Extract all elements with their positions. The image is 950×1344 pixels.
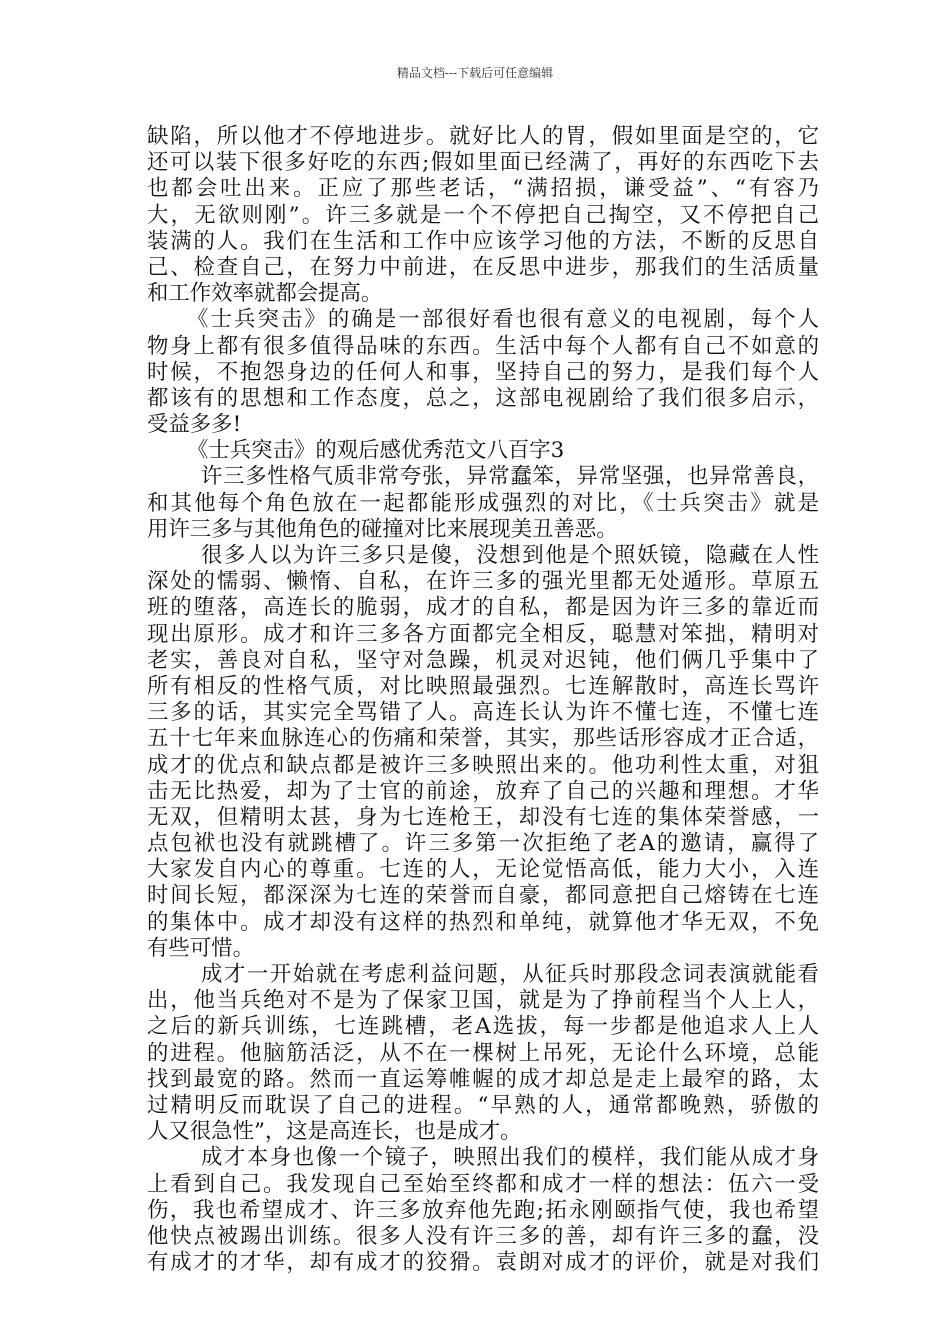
text-line: 大家发自内心的尊重。七连的人，无论觉悟高低，能力大小，入连: [147, 857, 819, 883]
text-line: 和工作效率就都会提高。: [147, 281, 383, 307]
text-line: 时间长短，都深深为七连的荣誉而自豪，都同意把自己熔铸在七连: [147, 883, 819, 909]
text-line: 点包袱也没有就跳槽了。许三多第一次拒绝了老A的邀请，赢得了: [147, 831, 819, 857]
text-line: 出，他当兵绝对不是为了保家卫国，就是为了挣前程当个人上人，: [147, 988, 819, 1014]
text-line: 有些可惜。: [147, 935, 254, 961]
text-line: 缺陷，所以他才不停地进步。就好比人的胃，假如里面是空的，它: [147, 124, 819, 149]
text-line: 找到最宽的路。然而一直运筹帷幄的成才却总是走上最窄的路，太: [147, 1066, 819, 1092]
text-line: 都该有的思想和工作态度，总之，这部电视剧给了我们很多启示，: [147, 385, 819, 411]
text-line: 成才本身也像一个镜子，映照出我们的模样，我们能从成才身: [201, 1145, 819, 1171]
text-line: 用许三多与其他角色的碰撞对比来展现美丑善恶。: [147, 516, 618, 542]
text-line: 成才的优点和缺点都是被许三多映照出来的。他功利性太重，对狙: [147, 752, 819, 778]
text-line: 老实，善良对自私，坚守对急躁，机灵对迟钝，他们俩几乎集中了: [147, 647, 819, 673]
text-line: 之后的新兵训练，七连跳槽，老A选拔，每一步都是他追求人上人: [147, 1014, 819, 1040]
text-line: 伤，我也希望成才、许三多放弃他先跑;拓永刚颐指气使，我也希望: [147, 1197, 819, 1223]
text-line: 人又很急性”，这是高连长，也是成才。: [147, 1119, 522, 1145]
text-line: 五十七年来血脉连心的伤痛和荣誉，其实，那些话形容成才正合适，: [147, 726, 819, 752]
document-body: [147, 124, 819, 1276]
text-line: 他快点被踢出训练。很多人没有许三多的善，却有许三多的蠢，没: [147, 1223, 819, 1249]
text-line: 时候，不抱怨身边的任何人和事，坚持自己的努力，是我们每个人: [147, 359, 819, 385]
text-line: 和其他每个角色放在一起都能形成强烈的对比，《士兵突击》就是: [147, 490, 819, 516]
text-line: 很多人以为许三多只是傻，没想到他是个照妖镜，隐藏在人性: [201, 543, 819, 568]
text-line: 深处的懦弱、懒惰、自私，在许三多的强光里都无处遁形。草原五: [147, 569, 819, 595]
text-line: 装满的人。我们在生活和工作中应该学习他的方法，不断的反思自: [147, 228, 819, 254]
text-line: 大，无欲则刚”。许三多就是一个不停把自己掏空，又不停把自己: [147, 202, 819, 228]
text-line: 的集体中。成才却没有这样的热烈和单纯，就算他才华无双，不免: [147, 909, 819, 935]
text-line: 许三多性格气质非常夸张，异常蠢笨，异常坚强，也异常善良，: [201, 464, 819, 490]
text-line: 受益多多!: [147, 412, 242, 438]
text-line: 《士兵突击》的观后感优秀范文八百字3: [187, 438, 565, 464]
text-line: 也都会吐出来。正应了那些老话，“满招损，谦受益”、“有容乃: [147, 176, 819, 202]
text-line: 所有相反的性格气质，对比映照最强烈。七连解散时，高连长骂许: [147, 673, 819, 699]
page-header: 精品文档---下载后可任意编辑: [396, 66, 554, 80]
text-line: 现出原形。成才和许三多各方面都完全相反，聪慧对笨拙，精明对: [147, 621, 819, 647]
text-line: 班的堕落，高连长的脆弱，成才的自私，都是因为许三多的靠近而: [147, 595, 819, 621]
text-line: 《士兵突击》的确是一部很好看也很有意义的电视剧，每个人: [187, 307, 819, 333]
text-line: 的进程。他脑筋活泛，从不在一棵树上吊死，无论什么环境，总能: [147, 1040, 819, 1066]
text-line: 还可以装下很多好吃的东西;假如里面已经满了，再好的东西吃下去: [147, 150, 819, 176]
text-line: 有成才的才华，却有成才的狡猾。袁朗对成才的评价，就是对我们: [147, 1250, 819, 1276]
text-line: 过精明反而耽误了自己的进程。“早熟的人，通常都晚熟，骄傲的: [147, 1092, 819, 1118]
text-line: 物身上都有很多值得品味的东西。生活中每个人都有自己不如意的: [147, 333, 819, 359]
text-line: 击无比热爱，却为了士官的前途，放弃了自己的兴趣和理想。才华: [147, 778, 819, 804]
text-line: 成才一开始就在考虑利益问题，从征兵时那段念词表演就能看: [201, 962, 819, 987]
text-line: 无双，但精明太甚，身为七连枪王，却没有七连的集体荣誉感，一: [147, 804, 819, 830]
text-line: 三多的话，其实完全骂错了人。高连长认为许不懂七连，不懂七连: [147, 700, 819, 726]
text-line: 上看到自己。我发现自己至始至终都和成才一样的想法：伍六一受: [147, 1171, 819, 1197]
text-line: 己、检查自己，在努力中前进，在反思中进步，那我们的生活质量: [147, 254, 819, 280]
